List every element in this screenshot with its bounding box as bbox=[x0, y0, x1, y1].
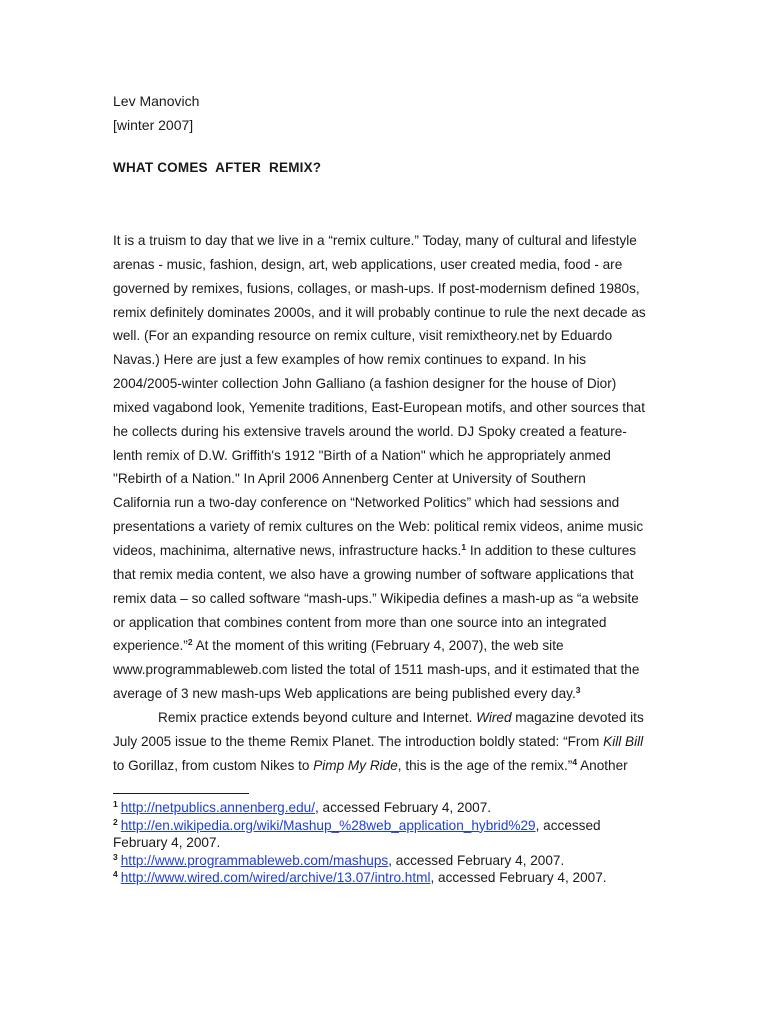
body-line: lenth remix of D.W. Griffith's 1912 "Birth of a Nation" which he appropriately anmed bbox=[113, 447, 611, 463]
body-line-text: Remix practice extends beyond culture and Internet. bbox=[158, 709, 477, 725]
footnote-number: 2 bbox=[113, 816, 118, 827]
footnote-text: , accessed February 4, 2007. bbox=[388, 852, 565, 868]
show-title: Pimp My Ride bbox=[313, 757, 398, 773]
body-line: that remix media content, we also have a growing number of software applications that bbox=[113, 566, 634, 582]
footnote-number: 4 bbox=[113, 869, 118, 879]
body-line-text: July 2005 issue to the theme Remix Planet. The introduction boldly stated: “From bbox=[113, 733, 604, 749]
footnote-item bbox=[113, 852, 658, 870]
body-line bbox=[113, 730, 658, 754]
body-line: he collects during his extensive travels around the world. DJ Spoky created a feature- bbox=[113, 423, 627, 439]
footnote-ref-1[interactable]: 1 bbox=[461, 541, 467, 552]
body-line: or application that combines content from more than one source into an integrated bbox=[113, 614, 607, 630]
body-line bbox=[113, 754, 658, 778]
body-line: arenas - music, fashion, design, art, web applications, user created media, food - are bbox=[113, 256, 623, 272]
footnotes bbox=[113, 799, 658, 887]
author-block bbox=[113, 89, 199, 137]
footnote-ref-3[interactable]: 3 bbox=[575, 685, 581, 696]
body-line-text: videos, machinima, alternative news, infrastructure hacks. bbox=[113, 542, 462, 558]
body-line: presentations a variety of remix cultures on the Web: political remix videos, anime music bbox=[113, 519, 644, 535]
film-title: Kill Bill bbox=[603, 733, 644, 749]
body-line-text: Another bbox=[577, 757, 628, 773]
footnote-link[interactable]: http://netpublics.annenberg.edu/ bbox=[120, 800, 315, 815]
footnote-text: , accessed February 4, 2007. bbox=[430, 870, 607, 885]
body-line-text: In addition to these cultures bbox=[466, 542, 637, 558]
footnote-ref-4[interactable]: 4 bbox=[572, 756, 578, 767]
footnote-number: 1 bbox=[113, 799, 118, 809]
body-line-text: to Gorillaz, from custom Nikes to bbox=[113, 757, 314, 773]
document-title: WHAT COMES AFTER REMIX? bbox=[113, 160, 322, 175]
magazine-name: Wired bbox=[476, 709, 512, 725]
footnote-item bbox=[113, 869, 658, 887]
body-line: remix data – so called software “mash-ups.” Wikipedia defines a mash-up as “a website bbox=[113, 590, 639, 606]
footnote-separator bbox=[113, 793, 249, 794]
footnote-text: , accessed February 4, 2007. bbox=[113, 817, 601, 850]
footnote-link[interactable]: http://www.wired.com/wired/archive/13.07/intro.html bbox=[120, 870, 431, 885]
body-line: 2004/2005-winter collection John Galliano (a fashion designer for the house of Dior) bbox=[113, 376, 617, 392]
body-line-text: , this is the age of the remix.” bbox=[397, 757, 573, 773]
body-line bbox=[113, 682, 658, 706]
author-name: Lev Manovich bbox=[113, 93, 200, 109]
body-line: governed by remixes, fusions, collages, or mash-ups. If post-modernism defined 1980s, bbox=[113, 280, 640, 296]
body-line bbox=[113, 539, 658, 563]
footnote-item bbox=[113, 799, 658, 817]
footnote-link[interactable]: http://en.wikipedia.org/wiki/Mashup_%28web_application_hybrid%29 bbox=[120, 817, 536, 833]
body-line-text: experience.” bbox=[113, 638, 188, 654]
body-line-text: magazine devoted its bbox=[511, 709, 644, 725]
body-text bbox=[113, 229, 658, 777]
body-line-text: average of 3 new mash-ups Web applications are being published every day. bbox=[113, 686, 576, 702]
body-line-text: At the moment of this writing (February 4, 2007), the web site bbox=[192, 638, 564, 654]
body-line: Navas.) Here are just a few examples of how remix continues to expand. In his bbox=[113, 352, 586, 368]
body-line: well. (For an expanding resource on remix culture, visit remixtheory.net by Eduardo bbox=[113, 328, 613, 344]
body-line: "Rebirth of a Nation." In April 2006 Annenberg Center at University of Southern bbox=[113, 471, 586, 487]
body-line: mixed vagabond look, Yemenite traditions, East-European motifs, and other sources that bbox=[113, 399, 645, 415]
body-line: www.programmableweb.com listed the total of 1511 mash-ups, and it estimated that the bbox=[113, 662, 640, 678]
body-line: California run a two-day conference on “Networked Politics” which had sessions and bbox=[113, 495, 620, 511]
footnote-item bbox=[113, 817, 658, 852]
footnote-text: , accessed February 4, 2007. bbox=[314, 800, 492, 815]
body-line bbox=[113, 706, 658, 730]
body-line: It is a truism to day that we live in a “remix culture.” Today, many of cultural and lifestyle bbox=[113, 233, 637, 248]
document-date: [winter 2007] bbox=[113, 117, 194, 133]
footnote-link[interactable]: http://www.programmableweb.com/mashups bbox=[120, 852, 389, 868]
footnote-ref-2[interactable]: 2 bbox=[187, 637, 193, 648]
body-line: remix definitely dominates 2000s, and it will probably continue to rule the next decade as bbox=[113, 304, 646, 320]
footnote-number: 3 bbox=[113, 851, 118, 862]
body-line bbox=[113, 634, 658, 658]
